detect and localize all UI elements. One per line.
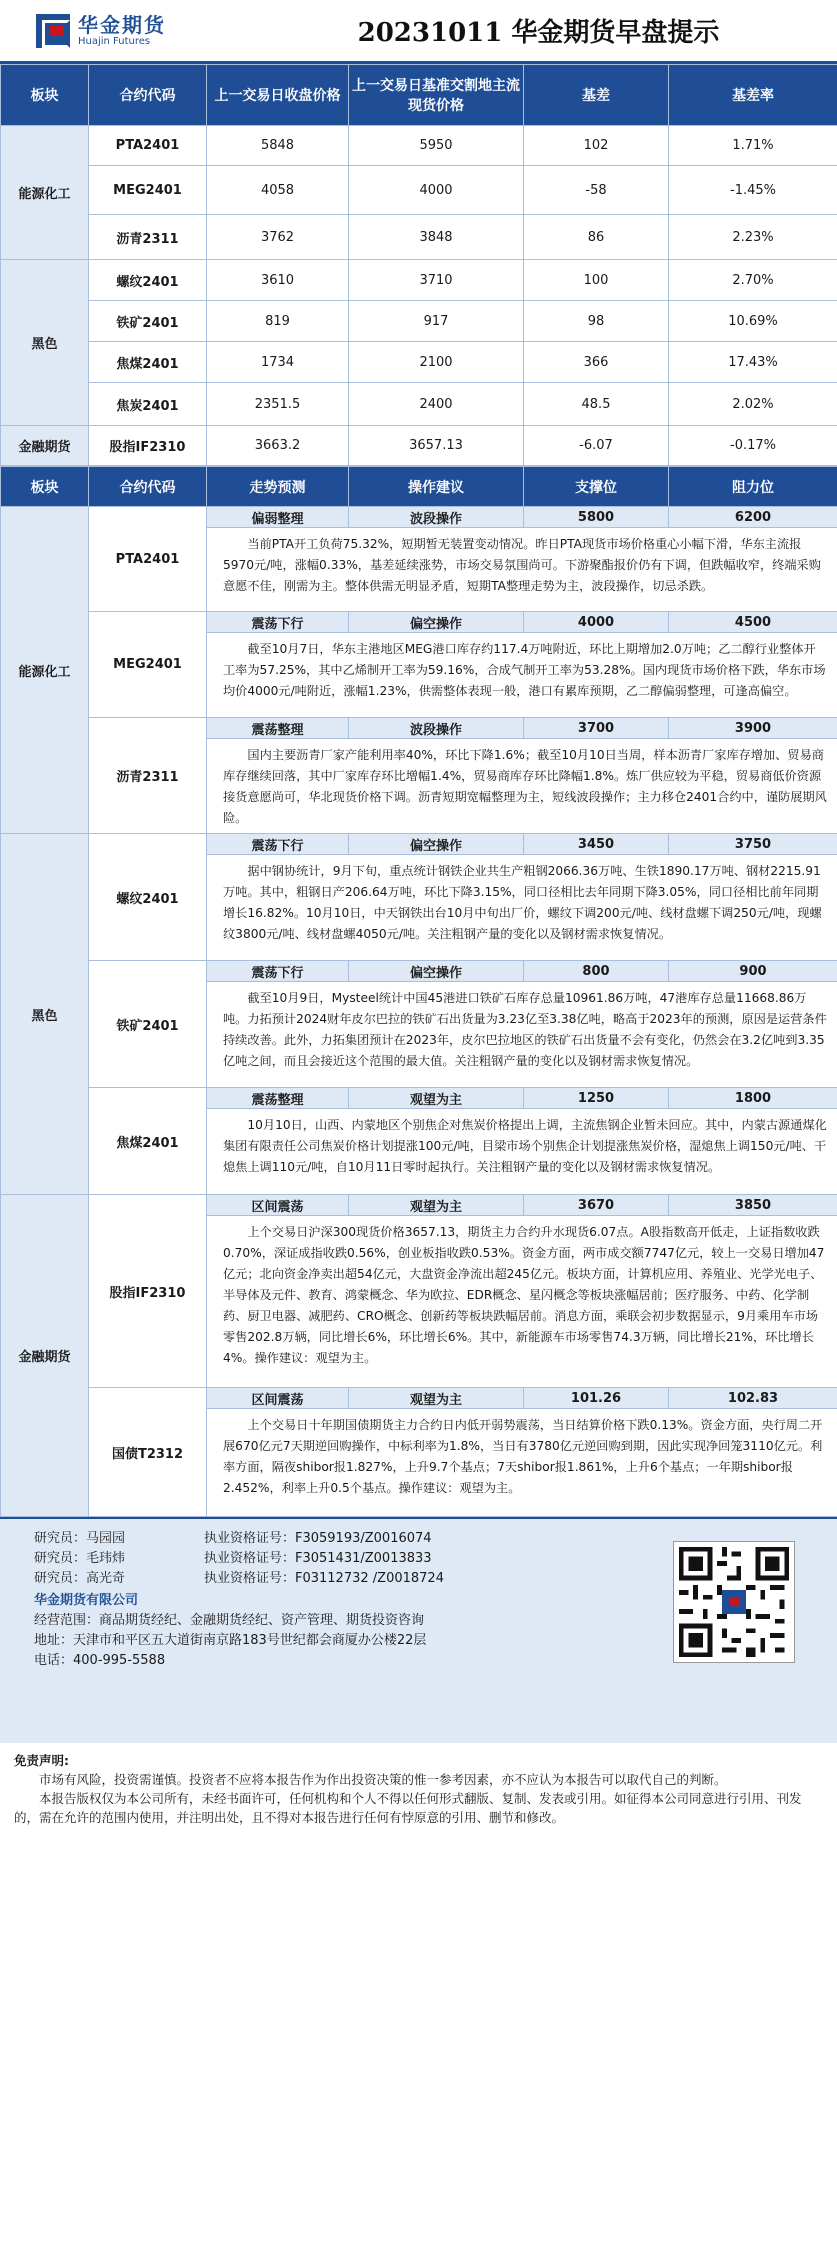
basis-rate: 1.71% <box>669 126 837 166</box>
close-price: 1734 <box>207 342 349 383</box>
table-row <box>1 342 837 383</box>
sector-cell: 黑色 <box>1 834 89 1195</box>
spot-price: 3848 <box>349 215 524 260</box>
analyst-name: 研究员：马园园 <box>34 1531 126 1546</box>
company-logo <box>0 14 300 48</box>
col-header-advice: 操作建议 <box>349 467 524 507</box>
table-row <box>1 426 837 466</box>
sector-cell: 能源化工 <box>1 507 89 834</box>
basis-table <box>0 64 837 466</box>
table-row <box>1 260 837 301</box>
basis-value: 100 <box>524 260 669 301</box>
close-price: 4058 <box>207 166 349 215</box>
disclaimer-paragraph: 市场有风险，投资需谨慎。投资者不应将本报告作为作出投资决策的惟一参考因素，亦不应认为本报告可以取代自己的判断。 <box>39 1772 727 1787</box>
col-header-resistance: 阻力位 <box>669 467 837 507</box>
basis-rate: 2.70% <box>669 260 837 301</box>
basis-rate: 2.23% <box>669 215 837 260</box>
contract-code: 焦煤2401 <box>89 342 207 383</box>
sector-cell: 金融期货 <box>1 1195 89 1517</box>
forecast-table <box>0 466 837 1517</box>
basis-value: 48.5 <box>524 383 669 426</box>
logo-text-en: Huajin Futures <box>78 35 151 47</box>
trend-forecast: 震荡下行 <box>207 612 349 633</box>
analysis-comment: 据中钢协统计，9月下旬，重点统计钢铁企业共生产粗钢2066.36万吨、生铁1890.17万吨、钢材2215.91万吨。其中，粗钢日产206.64万吨，环比下降3.15%，同口径相比去年同期下降3.05%，同口径相比前年同期增长16.82%。10月10日，中天钢铁出台10月中旬出厂价，螺纹下调200元/吨、线材盘螺下调250元/吨，现螺纹3800元/吨、线材盘螺4050元/吨。关注粗钢产量的变化以及钢材需求恢复情况。 <box>207 855 837 961</box>
sector-cell: 金融期货 <box>1 426 89 466</box>
contract-code: 铁矿2401 <box>89 301 207 342</box>
resistance-level: 3750 <box>669 834 837 855</box>
operation-advice: 波段操作 <box>349 718 524 739</box>
support-level: 1250 <box>524 1088 669 1109</box>
contract-code: 螺纹2401 <box>89 834 207 961</box>
analyst-license: 执业资格证号：F03112732 /Z0018724 <box>204 1571 444 1586</box>
disclaimer <box>0 1743 837 1933</box>
qr-code-icon <box>673 1541 795 1663</box>
basis-value: 98 <box>524 301 669 342</box>
sector-cell: 黑色 <box>1 260 89 426</box>
table-row <box>1 215 837 260</box>
company-footer <box>0 1517 837 1743</box>
trend-forecast: 震荡下行 <box>207 961 349 982</box>
support-level: 800 <box>524 961 669 982</box>
col-header-close: 上一交易日收盘价格 <box>207 65 349 126</box>
close-price: 3610 <box>207 260 349 301</box>
spot-price: 3710 <box>349 260 524 301</box>
analyst-license: 执业资格证号：F3051431/Z0013833 <box>204 1551 432 1566</box>
analysis-comment: 上个交易日沪深300现货价格3657.13，期货主力合约升水现货6.07点。A股指数高开低走，上证指数收跌0.70%，深证成指收跌0.56%，创业板指收跌0.53%。资金方面，两市成交额7747亿元，较上一交易日增加47亿元；北向资金净卖出超54亿元，大盘资金净流出超245亿元。板块方面，计算机应用、养殖业、光学光电子、半导体及元件、教育、鸿蒙概念、华为欧拉、EDR概念、星闪概念等板块涨幅居前；医疗服务、中药、化学制药、厨卫电器、减肥药、CRO概念、创新药等板块跌幅居前。消息方面，乘联会初步数据显示，9月乘用车市场零售202.8万辆，同比增长6%，环比增长6%。其中，新能源车市场零售74.3万辆，同比增长21%，环比增长4%。操作建议：观望为主。 <box>207 1216 837 1388</box>
operation-advice: 观望为主 <box>349 1195 524 1216</box>
analyst-name: 研究员：毛玮炜 <box>34 1551 126 1566</box>
support-level: 3700 <box>524 718 669 739</box>
analysis-comment: 当前PTA开工负荷75.32%，短期暂无装置变动情况。昨日PTA现货市场价格重心小幅下滑，华东主流报5970元/吨，涨幅0.33%，基差延续涨势，市场交易氛围尚可。下游聚酯报价仍有下调，但跌幅收窄，终端采购意愿不佳，刚需为主。整体供需无明显矛盾，短期TA整理走势为主，波段操作，切忌杀跌。 <box>207 528 837 612</box>
resistance-level: 6200 <box>669 507 837 528</box>
close-price: 3762 <box>207 215 349 260</box>
analysis-comment: 截至10月9日，Mysteel统计中国45港进口铁矿石库存总量10961.86万吨，47港库存总量11668.86万吨。力拓预计2024财年皮尔巴拉的铁矿石出货量为3.23亿至3.38亿吨，略高于2023年的预测，原因是运营条件持续改善。此外，力拓集团预计在2023年，皮尔巴拉地区的铁矿石出货量不会有变化，仍然会在3.2亿吨到3.35亿吨之间，而且会接近这个范围的最大值。关注粗钢产量的变化以及钢材需求恢复情况。 <box>207 982 837 1088</box>
trend-forecast: 区间震荡 <box>207 1195 349 1216</box>
contract-code: MEG2401 <box>89 166 207 215</box>
contract-code: 沥青2311 <box>89 215 207 260</box>
table-row <box>1 301 837 342</box>
contract-code: PTA2401 <box>89 507 207 612</box>
analyst-name: 研究员：高光奇 <box>34 1571 126 1586</box>
spot-price: 3657.13 <box>349 426 524 466</box>
sector-cell: 能源化工 <box>1 126 89 260</box>
basis-rate: 17.43% <box>669 342 837 383</box>
resistance-level: 3900 <box>669 718 837 739</box>
report-title: 20231011 华金期货早盘提示 <box>357 18 720 48</box>
spot-price: 2400 <box>349 383 524 426</box>
basis-value: 366 <box>524 342 669 383</box>
analysis-comment: 10月10日，山西、内蒙地区个别焦企对焦炭价格提出上调，主流焦钢企业暂未回应。其中，内蒙古源通煤化集团有限责任公司焦炭价格计划提涨100元/吨，目梁市场个别焦企计划提涨焦炭价格，湿熄焦上调150元/吨、干熄焦上调110元/吨，自10月11日零时起执行。关注粗钢产量的变化以及钢材需求恢复情况。 <box>207 1109 837 1195</box>
col-header-basis: 基差 <box>524 65 669 126</box>
spot-price: 5950 <box>349 126 524 166</box>
disclaimer-title: 免责声明: <box>14 1753 69 1768</box>
operation-advice: 观望为主 <box>349 1088 524 1109</box>
basis-rate: 10.69% <box>669 301 837 342</box>
operation-advice: 偏空操作 <box>349 961 524 982</box>
col-header-support: 支撑位 <box>524 467 669 507</box>
contract-code: 国债T2312 <box>89 1388 207 1517</box>
report-header <box>0 0 837 64</box>
trend-forecast: 偏弱整理 <box>207 507 349 528</box>
logo-icon <box>36 14 70 48</box>
company-name: 华金期货有限公司 <box>34 1593 139 1608</box>
col-header-trend: 走势预测 <box>207 467 349 507</box>
trend-forecast: 震荡下行 <box>207 834 349 855</box>
logo-text-cn: 华金期货 <box>78 12 166 37</box>
support-level: 4000 <box>524 612 669 633</box>
close-price: 5848 <box>207 126 349 166</box>
analysis-comment: 上个交易日十年期国债期货主力合约日内低开弱势震荡，当日结算价格下跌0.13%。资金方面，央行周二开展670亿元7天期逆回购操作，中标利率为1.8%，当日有3780亿元逆回购到期，因此实现净回笼3110亿元。利率方面，隔夜shibor报1.827%，上升9.7个基点；7天shibor报1.861%，上升6个基点；一年期shibor报2.452%，利率上升0.5个基点。操作建议：观望为主。 <box>207 1409 837 1517</box>
contract-code: 股指IF2310 <box>89 1195 207 1388</box>
contract-code: 焦煤2401 <box>89 1088 207 1195</box>
contract-code: 沥青2311 <box>89 718 207 834</box>
col-header-spot: 上一交易日基准交割地主流现货价格 <box>349 65 524 126</box>
basis-value: 102 <box>524 126 669 166</box>
basis-value: -58 <box>524 166 669 215</box>
close-price: 2351.5 <box>207 383 349 426</box>
analysis-comment: 国内主要沥青厂家产能利用率40%，环比下降1.6%；截至10月10日当周，样本沥青厂家库存增加、贸易商库存继续回落，其中厂家库存环比增幅1.4%，贸易商库存环比降幅1.8%。炼厂供应较为平稳，贸易商低价资源接货意愿尚可，华北现货价格下调。沥青短期宽幅整理为主，短线波段操作；主力移仓2401合约中，谨防展期风险。 <box>207 739 837 834</box>
trend-forecast: 震荡整理 <box>207 718 349 739</box>
disclaimer-paragraph: 本报告版权仅为本公司所有，未经书面许可，任何机构和个人不得以任何形式翻版、复制、发表或引用。如征得本公司同意进行引用、刊发的，需在允许的范围内使用，并注明出处，且不得对本报告进行任何有悖原意的引用、删节和修改。 <box>14 1791 802 1825</box>
operation-advice: 波段操作 <box>349 507 524 528</box>
qr-logo-icon <box>722 1590 746 1614</box>
basis-rate: -0.17% <box>669 426 837 466</box>
resistance-level: 900 <box>669 961 837 982</box>
col-header-code: 合约代码 <box>89 65 207 126</box>
operation-advice: 观望为主 <box>349 1388 524 1409</box>
basis-value: -6.07 <box>524 426 669 466</box>
close-price: 3663.2 <box>207 426 349 466</box>
resistance-level: 3850 <box>669 1195 837 1216</box>
col-header-code: 合约代码 <box>89 467 207 507</box>
spot-price: 4000 <box>349 166 524 215</box>
close-price: 819 <box>207 301 349 342</box>
col-header-sector: 板块 <box>1 467 89 507</box>
analysis-comment: 截至10月7日，华东主港地区MEG港口库存约117.4万吨附近，环比上期增加2.0万吨；乙二醇行业整体开工率为57.25%，其中乙烯制开工率为59.16%，合成气制开工率为53.28%。国内现货市场价格下跌，华东市场均价4000元/吨附近，涨幅1.23%，供需整体表现一般，港口有累库预期，乙二醇偏弱整理，可逢高偏空。 <box>207 633 837 718</box>
contract-code: MEG2401 <box>89 612 207 718</box>
resistance-level: 4500 <box>669 612 837 633</box>
contract-code: 螺纹2401 <box>89 260 207 301</box>
trend-forecast: 区间震荡 <box>207 1388 349 1409</box>
table-row <box>1 383 837 426</box>
operation-advice: 偏空操作 <box>349 612 524 633</box>
analyst-license: 执业资格证号：F3059193/Z0016074 <box>204 1531 432 1546</box>
table-row <box>1 166 837 215</box>
contract-code: 铁矿2401 <box>89 961 207 1088</box>
business-scope: 经营范围：商品期货经纪、金融期货经纪、资产管理、期货投资咨询 <box>34 1613 425 1628</box>
resistance-level: 1800 <box>669 1088 837 1109</box>
basis-rate: 2.02% <box>669 383 837 426</box>
col-header-sector: 板块 <box>1 65 89 126</box>
contract-code: PTA2401 <box>89 126 207 166</box>
contract-code: 股指IF2310 <box>89 426 207 466</box>
spot-price: 917 <box>349 301 524 342</box>
basis-value: 86 <box>524 215 669 260</box>
basis-rate: -1.45% <box>669 166 837 215</box>
support-level: 101.26 <box>524 1388 669 1409</box>
support-level: 3450 <box>524 834 669 855</box>
col-header-rate: 基差率 <box>669 65 837 126</box>
company-phone: 电话：400-995-5588 <box>34 1653 166 1668</box>
table-row <box>1 126 837 166</box>
trend-forecast: 震荡整理 <box>207 1088 349 1109</box>
support-level: 5800 <box>524 507 669 528</box>
resistance-level: 102.83 <box>669 1388 837 1409</box>
support-level: 3670 <box>524 1195 669 1216</box>
contract-code: 焦炭2401 <box>89 383 207 426</box>
company-address: 地址：天津市和平区五大道街南京路183号世纪都会商厦办公楼22层 <box>34 1633 427 1648</box>
spot-price: 2100 <box>349 342 524 383</box>
operation-advice: 偏空操作 <box>349 834 524 855</box>
